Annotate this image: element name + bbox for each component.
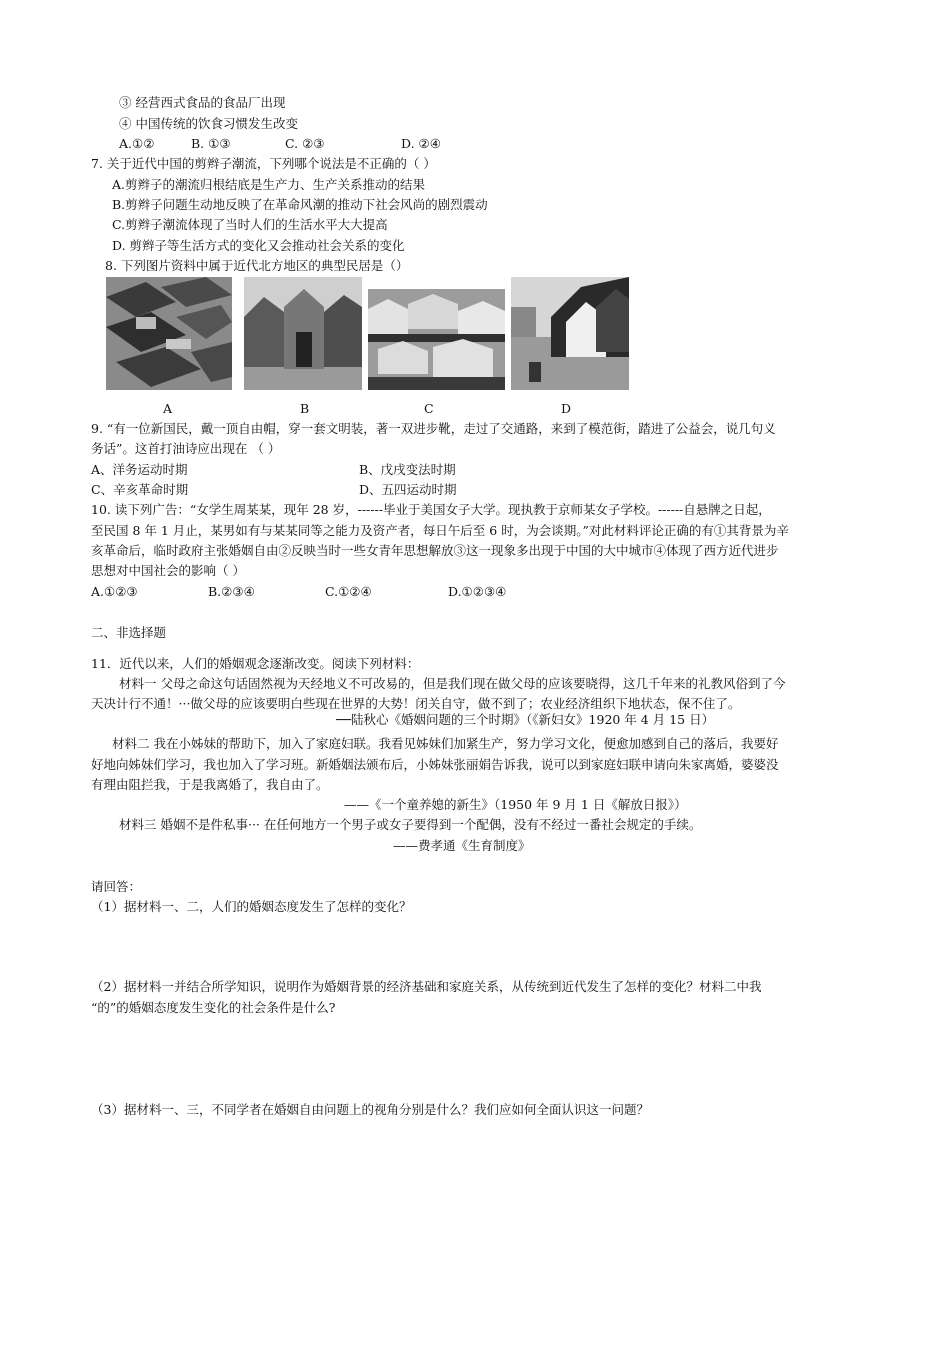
q9-option-d: D、五四运动时期 (359, 482, 457, 497)
q8-label-c: C (424, 401, 434, 416)
q7-stem: 7. 关于近代中国的剪辫子潮流，下列哪个说法是不正确的（ ） (91, 156, 436, 171)
q11-material2-line2: 好地向姊妹们学习，我也加入了学习班。新婚姻法颁布后，小姊妹张丽娟告诉我，说可以到家庭妇联申请向朱家离婚，婆婆没 (91, 757, 779, 772)
q11-material2-line1: 材料二 我在小姊妹的帮助下，加入了家庭妇联。我看见姊妹们加紧生产，努力学习文化，便愈加感到自己的落后，我要好 (112, 736, 779, 751)
q10-option-c: C.①②④ (325, 584, 372, 599)
q10-stem-line4: 思想对中国社会的影响（ ） (91, 563, 245, 578)
q10-stem-line1: 10. 读下列广告：“女学生周某某，现年 28 岁，------毕业于美国女子大学。现执教于京师某女子学校。------自悬牌之日起， (91, 502, 771, 517)
q6-option-a: A.①② (119, 136, 155, 151)
q7-option-d: D. 剪辫子等生活方式的变化又会推动社会关系的变化 (112, 238, 405, 253)
q10-option-d: D.①②③④ (448, 584, 507, 599)
q11-subquestion-1: （1）据材料一、二，人们的婚姻态度发生了怎样的变化？ (91, 899, 412, 914)
q7-option-c: C.剪辫子潮流体现了当时人们的生活水平大大提高 (112, 217, 388, 232)
q11-material3-line1: 材料三 婚姻不是件私事··· 在任何地方一个男子或女子要得到一个配偶，没有不经过一番社会规定的手续。 (119, 817, 702, 832)
q11-material3-source: ——费孝通《生育制度》 (393, 838, 531, 853)
q9-option-a: A、洋务运动时期 (91, 462, 188, 477)
canal-town-photo (511, 277, 629, 390)
q8-label-d: D (561, 401, 572, 416)
q9-stem-line1: 9. “有一位新国民，戴一顶自由帽，穿一套文明装，著一双进步靴，走过了交通路，来到了模范街，踏进了公益会，说几句义 (91, 421, 776, 436)
q11-subquestion-2-line2: “的”的婚姻态度发生变化的社会条件是什么? (91, 1000, 336, 1015)
gabled-gate-house-photo (244, 277, 362, 390)
courtyard-rooftops-photo (106, 277, 232, 390)
q8-stem: 8. 下列图片资料中属于近代北方地区的典型民居是（） (105, 258, 409, 273)
q6-option-b: B. ①③ (191, 136, 231, 151)
q11-prompt: 请回答： (91, 879, 142, 894)
q10-stem-line3: 亥革命后，临时政府主张婚姻自由②反映当时一些女青年思想解放③这一现象多出现于中国的大中城市④体现了西方近代进步 (91, 543, 779, 558)
section-heading: 二、非选择题 (91, 625, 167, 640)
q11-material1-source: ──陆秋心《婚姻问题的三个时期》（《新妇女》1920 年 4 月 15 日） (336, 712, 715, 727)
q7-option-b: B.剪辫子问题生动地反映了在革命风潮的推动下社会风尚的剧烈震动 (112, 197, 488, 212)
q6-option-c: C. ②③ (285, 136, 325, 151)
q11-stem: 11．近代以来，人们的婚姻观念逐渐改变。阅读下列材料： (91, 656, 420, 671)
q10-option-b: B.②③④ (208, 584, 255, 599)
q11-subquestion-3: （3）据材料一、三，不同学者在婚姻自由问题上的视角分别是什么？我们应如何全面认识这一问题？ (91, 1102, 649, 1117)
q11-material1-line1: 材料一 父母之命这句话固然视为天经地义不可改易的，但是我们现在做父母的应该要晓得，这几千年来的礼教风俗到了今 (119, 676, 786, 691)
q11-material2-source: ——《一个童养媳的新生》（1950 年 9 月 1 日《解放日报》） (344, 797, 687, 812)
q10-stem-line2: 至民国 8 年 1 月止，某男如有与某某同等之能力及资产者，每日午后至 6 时，为会谈期。”对此材料评论正确的有①其背景为辛 (91, 523, 789, 538)
q9-option-b: B、戊戌变法时期 (359, 462, 456, 477)
q11-material1-line2: 天决计行不通！···做父母的应该要明白些现在世界的大势！闭关自守，做不到了；农业经济组织下地状态，保不住了。 (91, 696, 741, 711)
q9-option-c: C、辛亥革命时期 (91, 482, 189, 497)
q11-subquestion-2-line1: （2）据材料一并结合所学知识，说明作为婚姻背景的经济基础和家庭关系，从传统到近代发生了怎样的变化？材料二中我 (91, 979, 762, 994)
q10-option-a: A.①②③ (91, 584, 138, 599)
q9-stem-line2: 务话”。这首打油诗应出现在 （ ） (91, 441, 281, 456)
q6-item-4: ④ 中国传统的饮食习惯发生改变 (119, 116, 298, 131)
horse-head-walls-photo (368, 289, 505, 390)
q8-label-a: A (163, 401, 173, 416)
q6-item-3: ③ 经营西式食品的食品厂出现 (119, 95, 286, 110)
q8-label-b: B (300, 401, 310, 416)
q6-option-d: D. ②④ (401, 136, 441, 151)
q7-option-a: A.剪辫子的潮流归根结底是生产力、生产关系推动的结果 (112, 177, 426, 192)
q11-material2-line3: 有理由阻拦我，于是我离婚了，我自由了。 (91, 777, 329, 792)
